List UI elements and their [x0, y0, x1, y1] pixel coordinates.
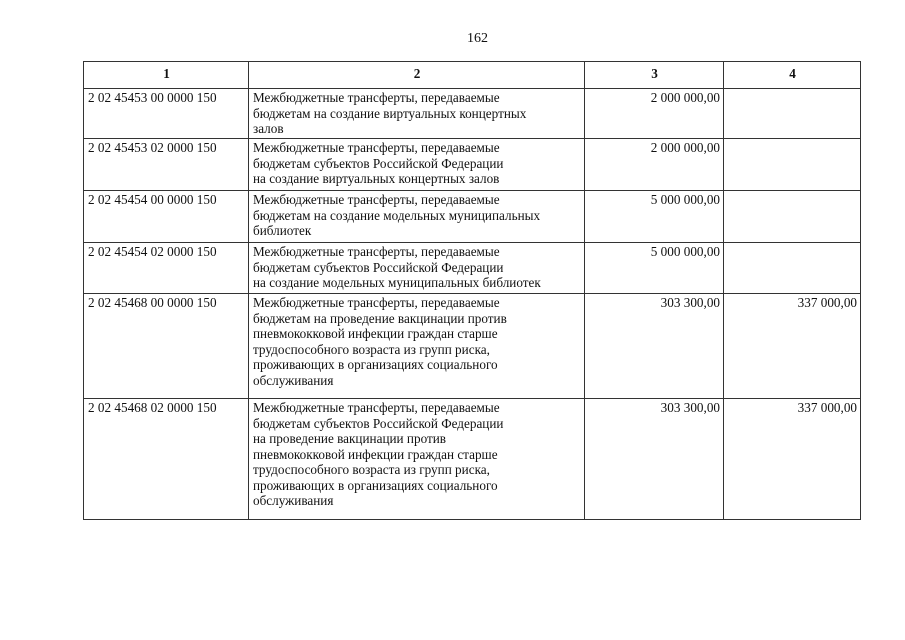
description-line: залов — [253, 121, 284, 136]
description-line: бюджетам на создание виртуальных концертных — [253, 105, 527, 121]
description-line: бюджетам субъектов Российской Федерации — [253, 415, 504, 431]
description-line: трудоспособного возраста из групп риска, — [253, 462, 490, 477]
description-line: проживающих в организациях социального — [253, 477, 498, 493]
column-header-2: 2 — [249, 62, 585, 89]
budget-table — [83, 61, 861, 520]
amount-column-3-cell: 5 000 000,00 — [585, 243, 724, 294]
description-line: на проведение вакцинации против — [253, 431, 447, 446]
description-line: бюджетам на проведение вакцинации против — [253, 310, 507, 326]
description-cell — [249, 399, 585, 520]
amount-column-3-cell: 303 300,00 — [585, 294, 724, 399]
table-row — [84, 294, 861, 399]
budget-code-cell: 2 02 45454 00 0000 150 — [84, 191, 249, 243]
description-line: на создание виртуальных концертных залов — [253, 171, 500, 186]
description-line: Межбюджетные трансферты, передаваемые — [253, 192, 500, 207]
budget-code-cell: 2 02 45453 00 0000 150 — [84, 89, 249, 139]
description-line: трудоспособного возраста из групп риска, — [253, 341, 490, 357]
description-line: Межбюджетные трансферты, передаваемые — [253, 295, 500, 310]
description-line: Межбюджетные трансферты, передаваемые — [253, 90, 500, 105]
column-header-1: 1 — [84, 62, 249, 89]
table-row — [84, 139, 861, 191]
description-line: бюджетам на создание модельных муниципальных — [253, 207, 541, 223]
amount-column-3-cell: 303 300,00 — [585, 399, 724, 520]
description-line: библиотек — [253, 223, 312, 238]
description-line: Межбюджетные трансферты, передаваемые — [253, 400, 500, 415]
amount-column-3-cell: 5 000 000,00 — [585, 191, 724, 243]
amount-column-3-cell: 2 000 000,00 — [585, 89, 724, 139]
column-header-3: 3 — [585, 62, 724, 89]
amount-column-4-cell — [724, 191, 861, 243]
description-line: бюджетам субъектов Российской Федерации — [253, 259, 504, 275]
table-body — [84, 89, 861, 520]
page-number: 162 — [467, 31, 488, 46]
description-line: обслуживания — [253, 372, 334, 388]
description-cell — [249, 243, 585, 294]
description-line: пневмококковой инфекции граждан старше — [253, 446, 498, 462]
budget-code-cell: 2 02 45454 02 0000 150 — [84, 243, 249, 294]
column-header-4: 4 — [724, 62, 861, 89]
table-row — [84, 89, 861, 139]
description-line: пневмококковой инфекции граждан старше — [253, 326, 498, 341]
amount-column-4-cell — [724, 243, 861, 294]
table-row — [84, 399, 861, 520]
description-line: Межбюджетные трансферты, передаваемые — [253, 140, 500, 155]
description-line: бюджетам субъектов Российской Федерации — [253, 155, 504, 171]
description-cell — [249, 191, 585, 243]
table-row — [84, 243, 861, 294]
budget-code-cell: 2 02 45468 02 0000 150 — [84, 399, 249, 520]
description-line: обслуживания — [253, 493, 334, 508]
amount-column-3-cell: 2 000 000,00 — [585, 139, 724, 191]
amount-column-4-cell: 337 000,00 — [724, 294, 861, 399]
table-header — [84, 62, 861, 89]
description-line: проживающих в организациях социального — [253, 357, 498, 372]
amount-column-4-cell — [724, 89, 861, 139]
budget-code-cell: 2 02 45468 00 0000 150 — [84, 294, 249, 399]
description-line: Межбюджетные трансферты, передаваемые — [253, 244, 500, 259]
amount-column-4-cell: 337 000,00 — [724, 399, 861, 520]
description-cell — [249, 139, 585, 191]
description-cell — [249, 89, 585, 139]
description-cell — [249, 294, 585, 399]
header-row — [84, 62, 861, 89]
budget-code-cell: 2 02 45453 02 0000 150 — [84, 139, 249, 191]
table-row — [84, 191, 861, 243]
description-line: на создание модельных муниципальных библиотек — [253, 275, 541, 290]
amount-column-4-cell — [724, 139, 861, 191]
